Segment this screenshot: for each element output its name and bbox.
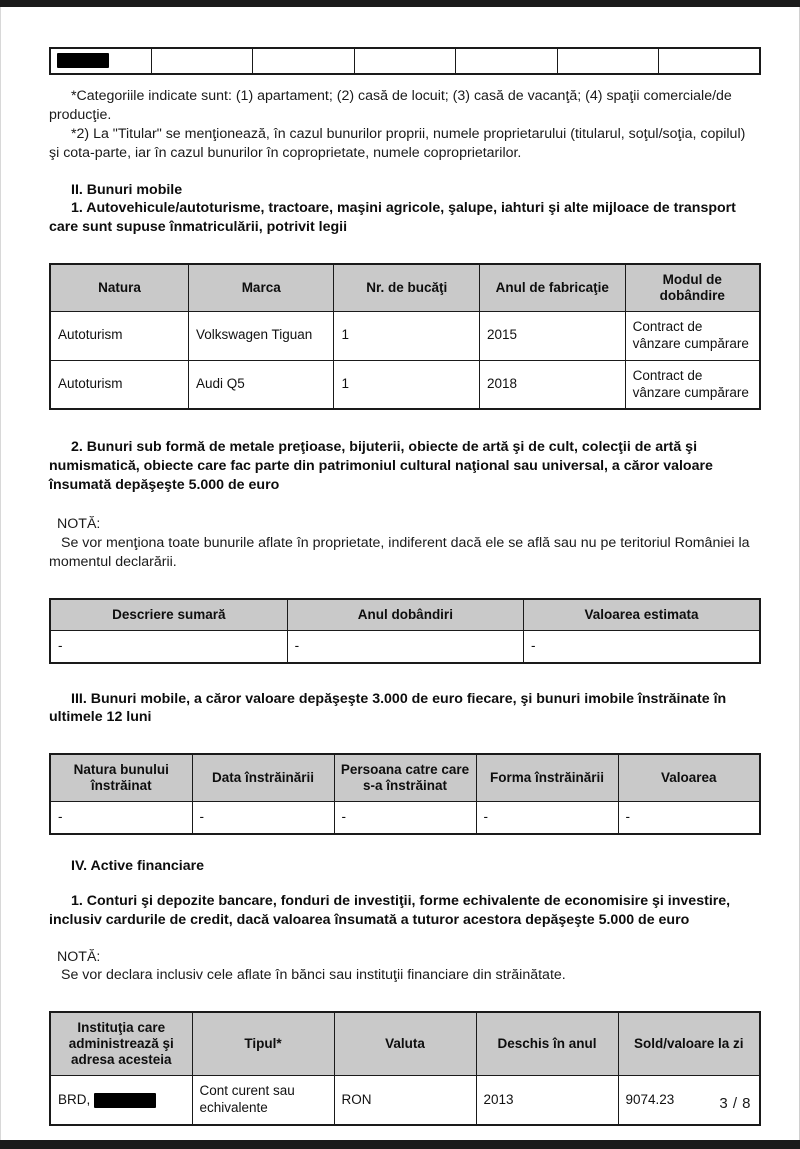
empty-cell [456, 48, 557, 74]
column-header-mod-dobandire: Modul de dobândire [625, 264, 760, 311]
empty-cell [253, 48, 354, 74]
nota-label-valuables: NOTĂ: [57, 516, 101, 533]
table-row [50, 802, 760, 834]
cell-institutia [50, 1076, 192, 1125]
column-header-an-fabricatie: Anul de fabricaţie [480, 264, 626, 311]
column-header-descriere-sumara: Descriere sumară [50, 599, 287, 630]
cell-natura: Autoturism [50, 360, 188, 409]
cell-valoarea: - [618, 802, 760, 834]
page-number: 3 / 8 [719, 1095, 751, 1112]
column-header-data-instrainarii: Data înstrăinării [192, 754, 334, 801]
column-header-natura-bun-instrainat: Natura bunului înstrăinat [50, 754, 192, 801]
cell-tipul: Cont curent sau echivalente [192, 1076, 334, 1125]
table-header-row [50, 264, 760, 311]
section-iv-title: IV. Active financiare [71, 857, 205, 874]
cell-sold-valoare: 9074.23 [618, 1076, 760, 1125]
section-iv-subsection-1-title: 1. Conturi şi depozite bancare, fonduri de investiţii, forme echivalente de economisire şi investire, inclusiv cardurile de credit, dacă valoarea însumată a tuturor acestora depăşeşte 5.000 de euro [49, 892, 731, 928]
cell-valuta: RON [334, 1076, 476, 1125]
scan-edge-top [0, 0, 800, 7]
footnote-categories: *Categoriile indicate sunt: (1) apartament; (2) casă de locuit; (3) casă de vacanţă; (4) spaţii comerciale/de producţie. [49, 88, 732, 123]
cell-nr-bucati: 1 [334, 360, 480, 409]
table-row [50, 360, 760, 409]
column-header-marca: Marca [188, 264, 334, 311]
cell-valoarea-estimata: - [524, 630, 760, 662]
table-row [50, 48, 760, 74]
nota-body-accounts: Se vor declara inclusiv cele aflate în bănci sau instituţii financiare din străinătate. [61, 967, 566, 984]
cell-nr-bucati: 1 [334, 311, 480, 360]
footnote-titular: *2) La "Titular" se menţionează, în cazul bunurilor proprii, numele proprietarului (titularul, soţul/soţia, copilul) şi cota-parte, iar în cazul bunurilor în coproprietate, numele coproprietarilor. [49, 125, 746, 161]
table-header-row [50, 599, 760, 630]
document-page [0, 7, 800, 1140]
cell-an-fabricatie: 2018 [480, 360, 626, 409]
empty-cell [557, 48, 658, 74]
column-header-forma-instrainarii: Forma înstrăinării [476, 754, 618, 801]
cell-deschis-in-anul: 2013 [476, 1076, 618, 1125]
column-header-sold-valoare: Sold/valoare la zi [618, 1012, 760, 1075]
table-header-row [50, 754, 760, 801]
cell-an-fabricatie: 2015 [480, 311, 626, 360]
cell-anul-dobandiri: - [287, 630, 523, 662]
table-row [50, 311, 760, 360]
cell-mod-dobandire: Contract de vânzare cumpărare [625, 311, 760, 360]
cell-marca: Volkswagen Tiguan [188, 311, 334, 360]
cell-mod-dobandire: Contract de vânzare cumpărare [625, 360, 760, 409]
alienated-goods-table [49, 753, 761, 835]
empty-cell [659, 48, 760, 74]
table-header-row [50, 1012, 760, 1075]
section-ii-subsection-1-title: 1. Autovehicule/autoturisme, tractoare, maşini agricole, şalupe, iahturi şi alte mijloace de transport care sunt supuse înmatriculării, potrivit legii [49, 200, 736, 236]
cell-natura: Autoturism [50, 311, 188, 360]
cell-data-instrainarii: - [192, 802, 334, 834]
cell-marca: Audi Q5 [188, 360, 334, 409]
column-header-tipul: Tipul* [192, 1012, 334, 1075]
empty-cell [151, 48, 252, 74]
vehicles-table [49, 263, 761, 410]
bank-accounts-table [49, 1011, 761, 1126]
empty-cell [354, 48, 455, 74]
redacted-cell [50, 48, 151, 74]
column-header-valuta: Valuta [334, 1012, 476, 1075]
column-header-valoarea: Valoarea [618, 754, 760, 801]
cell-descriere-sumara: - [50, 630, 287, 662]
column-header-natura: Natura [50, 264, 188, 311]
column-header-anul-dobandiri: Anul dobândiri [287, 599, 523, 630]
nota-body-valuables: Se vor menţiona toate bunurile aflate în proprietate, indiferent dacă ele se află sau nu pe teritoriul României la momentul declarării. [49, 534, 750, 570]
redaction-bar-icon [57, 53, 109, 68]
section-ii-title: II. Bunuri mobile [71, 181, 183, 198]
column-header-nr-bucati: Nr. de bucăţi [334, 264, 480, 311]
section-iii-title: III. Bunuri mobile, a căror valoare depăşeşte 3.000 de euro fiecare, şi bunuri imobile înstrăinate în ultimele 12 luni [49, 690, 727, 726]
table-row [50, 1076, 760, 1125]
column-header-valoarea-estimata: Valoarea estimata [524, 599, 760, 630]
scan-edge-bottom [0, 1140, 800, 1149]
section-ii-subsection-2-title: 2. Bunuri sub formă de metale preţioase, bijuterii, obiecte de artă şi de cult, colecţii de artă şi numismatică, obiecte care fac parte din patrimoniul cultural naţional sau universal, a căror valoare însumată depăşeşte 5.000 de euro [49, 439, 713, 494]
cell-persoana-catre-care: - [334, 802, 476, 834]
real-estate-continuation-table [49, 47, 761, 75]
table-row [50, 630, 760, 662]
nota-label-accounts: NOTĂ: [57, 948, 101, 965]
valuables-table [49, 598, 761, 664]
cell-forma-instrainarii: - [476, 802, 618, 834]
redaction-bar-icon [94, 1093, 156, 1108]
cell-natura-bun-instrainat: - [50, 802, 192, 834]
column-header-institutia: Instituţia care administrează şi adresa acesteia [50, 1012, 192, 1075]
column-header-persoana-catre-care: Persoana catre care s-a înstrăinat [334, 754, 476, 801]
page-content [1, 7, 799, 1126]
cell-institutia-text: BRD, [58, 1091, 91, 1107]
column-header-deschis-in-anul: Deschis în anul [476, 1012, 618, 1075]
